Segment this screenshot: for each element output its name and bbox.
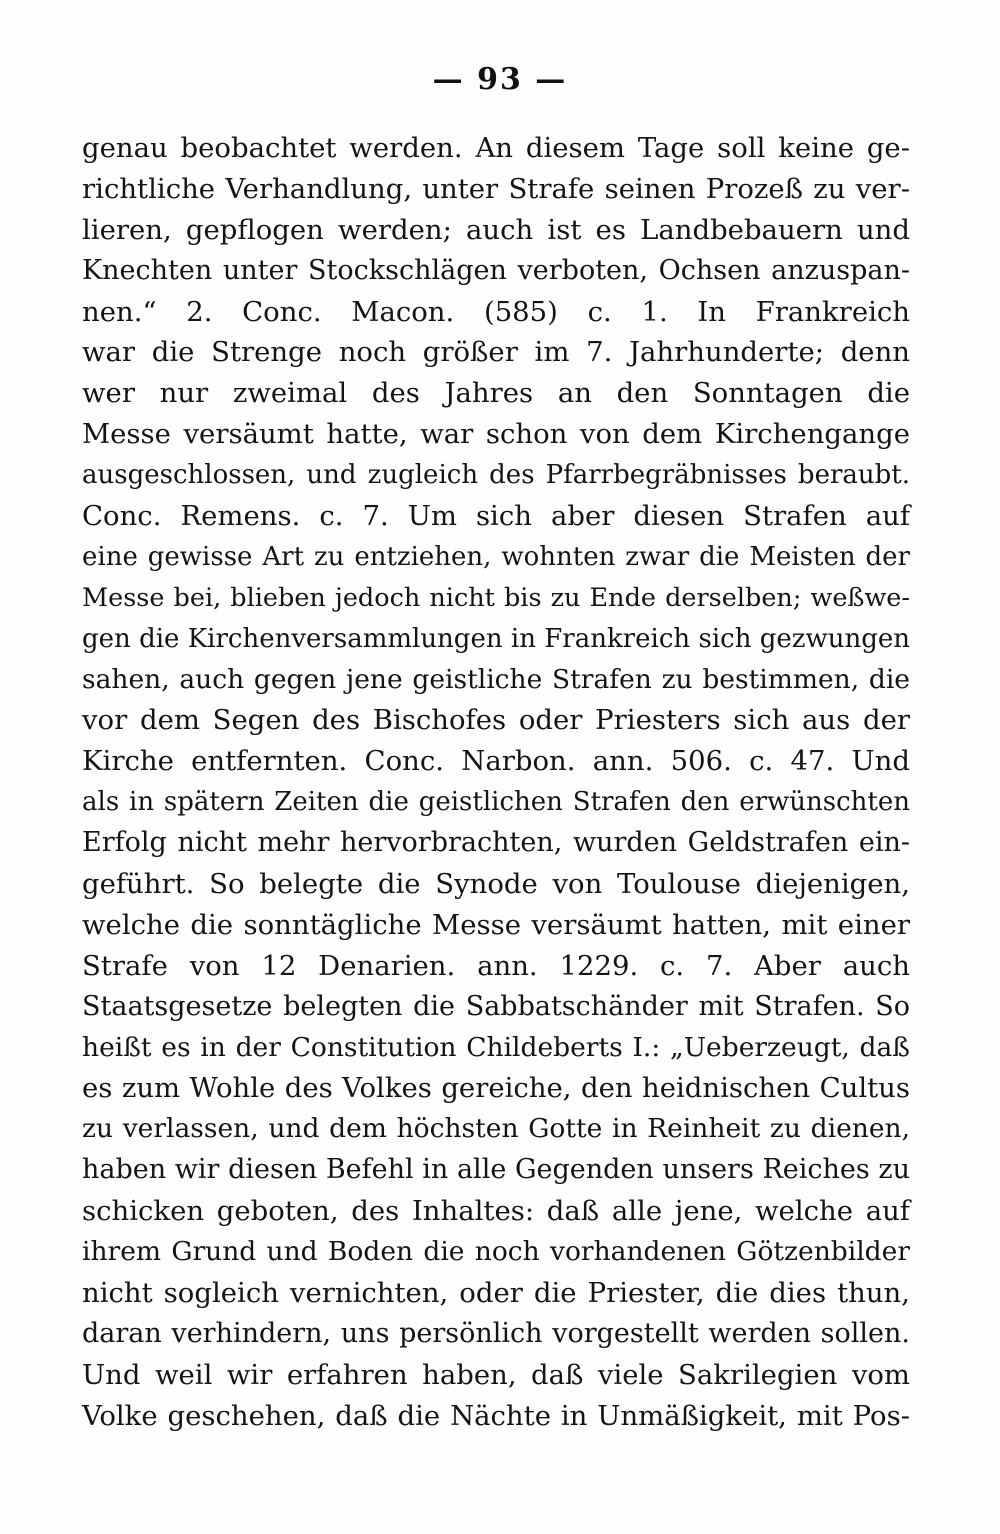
text-line: daran verhindern, uns persönlich vorgestellt werden sollen. (82, 1317, 910, 1349)
text-line: war die Strenge noch größer im 7. Jahrhunderte; denn (82, 336, 910, 369)
text-line: lieren, gepflogen werden; auch ist es Landbebauern und (82, 213, 910, 246)
body-text (82, 128, 910, 1437)
text-line: geführt. So belegte die Synode von Toulouse diejenigen, (82, 868, 910, 901)
text-line: ihrem Grund und Boden die noch vorhandenen Götzenbilder (82, 1236, 910, 1268)
text-line: Knechten unter Stockschlägen verboten, Ochsen anzuspan- (82, 254, 910, 286)
text-line: Messe bei, blieben jedoch nicht bis zu Ende derselben; weßwe- (82, 582, 910, 613)
text-line: schicken geboten, des Inhaltes: daß alle jene, welche auf (82, 1195, 910, 1228)
text-line: Und weil wir erfahren haben, daß viele Sakrilegien vom (82, 1358, 910, 1391)
text-line: eine gewisse Art zu entziehen, wohnten zwar die Meisten der (82, 541, 910, 572)
text-line: als in spätern Zeiten die geistlichen Strafen den erwünschten (82, 787, 910, 818)
text-line: Erfolg nicht mehr hervorbrachten, wurden Geldstrafen ein- (82, 827, 910, 859)
text-line: richtliche Verhandlung, unter Strafe seinen Prozeß zu ver- (82, 172, 910, 205)
text-line: nicht sogleich vernichten, oder die Priester, die dies thun, (82, 1276, 910, 1309)
text-line: nen.“ 2. Conc. Macon. (585) c. 1. In Frankreich (82, 295, 910, 328)
text-line: vor dem Segen des Bischofes oder Priesters sich aus der (82, 704, 910, 737)
text-line: welche die sonntägliche Messe versäumt hatten, mit einer (82, 908, 910, 941)
page-number: — 93 — (432, 62, 568, 97)
text-line: gen die Kirchenversammlungen in Frankreich sich gezwungen (82, 623, 910, 654)
text-line: heißt es in der Constitution Childeberts I.: „Ueberzeugt, daß (82, 1031, 910, 1063)
text-line: wer nur zweimal des Jahres an den Sonntagen die (82, 377, 910, 410)
text-line: Volke geschehen, daß die Nächte in Unmäßigkeit, mit Pos- (82, 1399, 910, 1432)
text-line: haben wir diesen Befehl in alle Gegenden unsers Reiches zu (82, 1154, 910, 1186)
text-line: genau beobachtet werden. An diesem Tage soll keine ge- (82, 132, 910, 164)
text-line: sahen, auch gegen jene geistliche Strafen zu bestimmen, die (82, 663, 910, 695)
text-line: es zum Wohle des Volkes gereiche, den heidnischen Cultus (82, 1072, 910, 1105)
text-line: Staatsgesetze belegten die Sabbatschänder mit Strafen. So (82, 990, 910, 1022)
text-line: Conc. Remens. c. 7. Um sich aber diesen Strafen auf (82, 500, 910, 533)
text-line: ausgeschlossen, und zugleich des Pfarrbegräbnisses beraubt. (82, 460, 910, 491)
text-line: Kirche entfernten. Conc. Narbon. ann. 506. c. 47. Und (82, 745, 910, 778)
text-line: Messe versäumt hatte, war schon von dem Kirchengange (82, 418, 910, 451)
text-line: zu verlassen, und dem höchsten Gotte in Reinheit zu dienen, (82, 1113, 910, 1145)
text-line: Strafe von 12 Denarien. ann. 1229. c. 7. Aber auch (82, 949, 910, 982)
